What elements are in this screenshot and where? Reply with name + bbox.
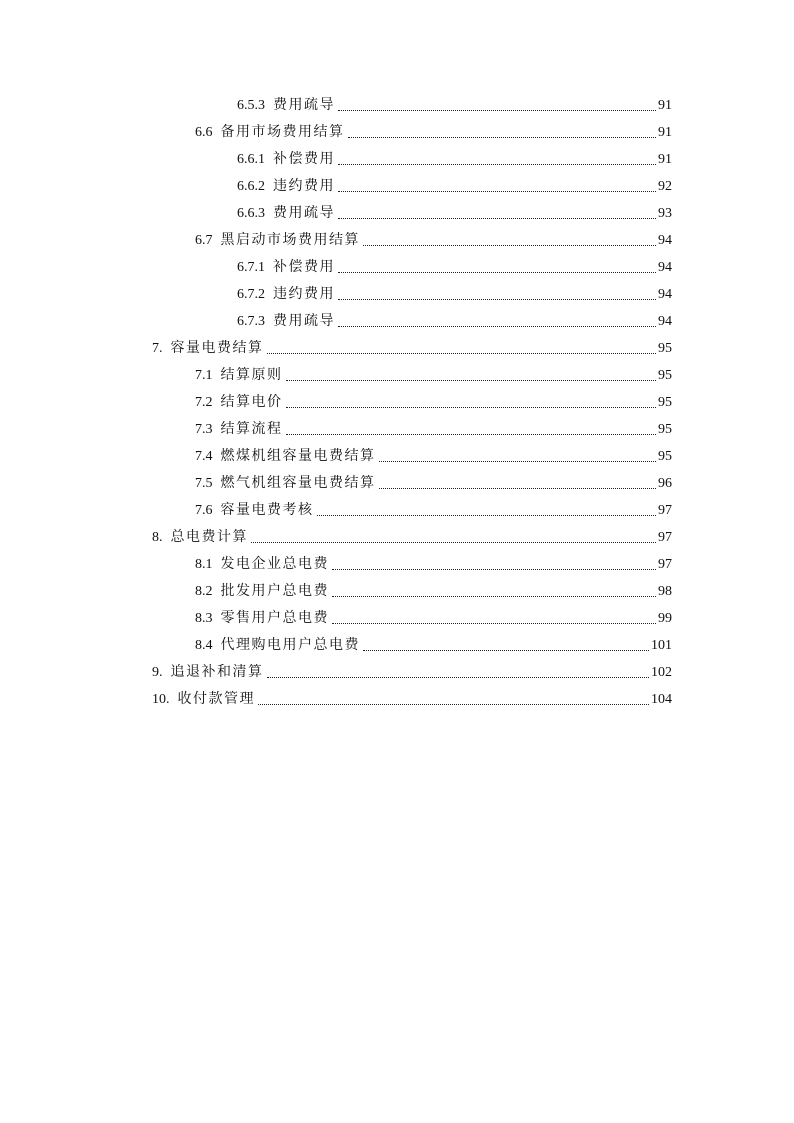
section-number: 7.3	[195, 422, 213, 437]
section-title: 费用疏导	[273, 313, 335, 329]
section-number: 6.6.1	[237, 152, 265, 167]
dot-leader	[258, 703, 649, 705]
toc-entry-line	[195, 416, 672, 443]
dot-leader	[267, 676, 650, 678]
page-number: 99	[658, 611, 672, 626]
toc-entry[interactable]	[0, 281, 794, 308]
toc-entry-line	[152, 335, 672, 362]
toc-entry[interactable]	[0, 173, 794, 200]
page-number: 97	[658, 557, 672, 572]
section-number: 7.	[152, 341, 163, 356]
toc-entry[interactable]	[0, 605, 794, 632]
page-number: 91	[658, 152, 672, 167]
section-title: 发电企业总电费	[220, 556, 329, 572]
section-number: 6.7.3	[237, 314, 265, 329]
toc-entry-line	[237, 254, 672, 281]
dot-leader	[286, 406, 657, 408]
section-title: 容量电费结算	[170, 340, 264, 356]
section-title: 费用疏导	[273, 97, 335, 113]
toc-entry[interactable]	[0, 524, 794, 551]
section-number: 9.	[152, 665, 163, 680]
page-number: 93	[658, 206, 672, 221]
section-number: 6.7.1	[237, 260, 265, 275]
page-number: 104	[651, 692, 672, 707]
toc-entry[interactable]	[0, 92, 794, 119]
page-number: 94	[658, 314, 672, 329]
section-number: 7.5	[195, 476, 213, 491]
toc-entry[interactable]	[0, 470, 794, 497]
toc-entry[interactable]	[0, 659, 794, 686]
toc-entry[interactable]	[0, 335, 794, 362]
toc-entry-line	[195, 443, 672, 470]
table-of-contents	[0, 92, 794, 713]
section-number: 6.6.3	[237, 206, 265, 221]
section-title: 容量电费考核	[220, 502, 314, 518]
section-number: 10.	[152, 692, 170, 707]
toc-entry[interactable]	[0, 551, 794, 578]
section-title: 代理购电用户总电费	[220, 637, 360, 653]
toc-entry[interactable]	[0, 443, 794, 470]
dot-leader	[332, 568, 656, 570]
toc-entry-line	[152, 524, 672, 551]
page-number: 98	[658, 584, 672, 599]
section-title: 燃煤机组容量电费结算	[220, 448, 376, 464]
toc-entry-line	[152, 686, 672, 713]
toc-entry[interactable]	[0, 416, 794, 443]
section-title: 备用市场费用结算	[220, 124, 345, 140]
section-number: 8.4	[195, 638, 213, 653]
section-title: 黑启动市场费用结算	[220, 232, 360, 248]
toc-entry[interactable]	[0, 200, 794, 227]
page-number: 94	[658, 260, 672, 275]
page-number: 97	[658, 503, 672, 518]
section-title: 结算原则	[220, 367, 283, 383]
section-number: 6.6	[195, 125, 213, 140]
section-title: 补偿费用	[273, 259, 335, 275]
section-number: 7.2	[195, 395, 213, 410]
section-number: 7.4	[195, 449, 213, 464]
toc-entry[interactable]	[0, 686, 794, 713]
toc-entry[interactable]	[0, 497, 794, 524]
toc-entry-line	[237, 281, 672, 308]
page-number: 95	[658, 422, 672, 437]
toc-entry-line	[195, 632, 672, 659]
section-number: 8.2	[195, 584, 213, 599]
section-title: 总电费计算	[170, 529, 248, 545]
section-number: 8.	[152, 530, 163, 545]
page-number: 92	[658, 179, 672, 194]
page-number: 97	[658, 530, 672, 545]
section-title: 零售用户总电费	[220, 610, 329, 626]
dot-leader	[332, 595, 656, 597]
dot-leader	[338, 190, 656, 192]
section-number: 6.7.2	[237, 287, 265, 302]
dot-leader	[363, 649, 649, 651]
toc-entry[interactable]	[0, 146, 794, 173]
toc-entry[interactable]	[0, 632, 794, 659]
dot-leader	[379, 460, 657, 462]
section-number: 7.6	[195, 503, 213, 518]
toc-entry[interactable]	[0, 362, 794, 389]
section-number: 6.5.3	[237, 98, 265, 113]
toc-entry-line	[195, 119, 672, 146]
toc-entry-line	[195, 551, 672, 578]
page-number: 91	[658, 125, 672, 140]
section-title: 结算流程	[220, 421, 283, 437]
toc-entry-line	[195, 470, 672, 497]
section-number: 8.3	[195, 611, 213, 626]
dot-leader	[286, 379, 657, 381]
toc-entry[interactable]	[0, 578, 794, 605]
toc-entry-line	[237, 173, 672, 200]
dot-leader	[338, 298, 656, 300]
dot-leader	[338, 109, 656, 111]
page-number: 95	[658, 341, 672, 356]
page-number: 94	[658, 287, 672, 302]
section-title: 违约费用	[273, 286, 335, 302]
dot-leader	[267, 352, 657, 354]
section-title: 费用疏导	[273, 205, 335, 221]
page-number: 94	[658, 233, 672, 248]
dot-leader	[317, 514, 657, 516]
toc-entry-line	[237, 200, 672, 227]
toc-entry-line	[237, 308, 672, 335]
toc-entry[interactable]	[0, 254, 794, 281]
dot-leader	[338, 271, 656, 273]
toc-entry-line	[237, 92, 672, 119]
section-title: 追退补和清算	[170, 664, 264, 680]
dot-leader	[286, 433, 657, 435]
toc-entry[interactable]	[0, 227, 794, 254]
section-title: 违约费用	[273, 178, 335, 194]
toc-entry-line	[195, 497, 672, 524]
page-number: 95	[658, 368, 672, 383]
page-number: 102	[651, 665, 672, 680]
dot-leader	[332, 622, 656, 624]
page-number: 95	[658, 449, 672, 464]
dot-leader	[338, 325, 656, 327]
dot-leader	[338, 163, 656, 165]
toc-entry-line	[195, 389, 672, 416]
section-title: 燃气机组容量电费结算	[220, 475, 376, 491]
toc-entry[interactable]	[0, 119, 794, 146]
section-number: 7.1	[195, 368, 213, 383]
toc-entry[interactable]	[0, 389, 794, 416]
page-number: 101	[651, 638, 672, 653]
section-number: 6.6.2	[237, 179, 265, 194]
section-title: 结算电价	[220, 394, 283, 410]
toc-entry-line	[195, 227, 672, 254]
toc-entry-line	[195, 578, 672, 605]
dot-leader	[379, 487, 657, 489]
page-number: 91	[658, 98, 672, 113]
toc-entry-line	[152, 659, 672, 686]
section-title: 补偿费用	[273, 151, 335, 167]
dot-leader	[251, 541, 656, 543]
toc-entry-line	[195, 605, 672, 632]
section-number: 6.7	[195, 233, 213, 248]
toc-entry[interactable]	[0, 308, 794, 335]
dot-leader	[348, 136, 657, 138]
section-number: 8.1	[195, 557, 213, 572]
page-number: 96	[658, 476, 672, 491]
section-title: 收付款管理	[177, 691, 255, 707]
toc-entry-line	[195, 362, 672, 389]
page-number: 95	[658, 395, 672, 410]
dot-leader	[363, 244, 656, 246]
toc-entry-line	[237, 146, 672, 173]
dot-leader	[338, 217, 656, 219]
section-title: 批发用户总电费	[220, 583, 329, 599]
